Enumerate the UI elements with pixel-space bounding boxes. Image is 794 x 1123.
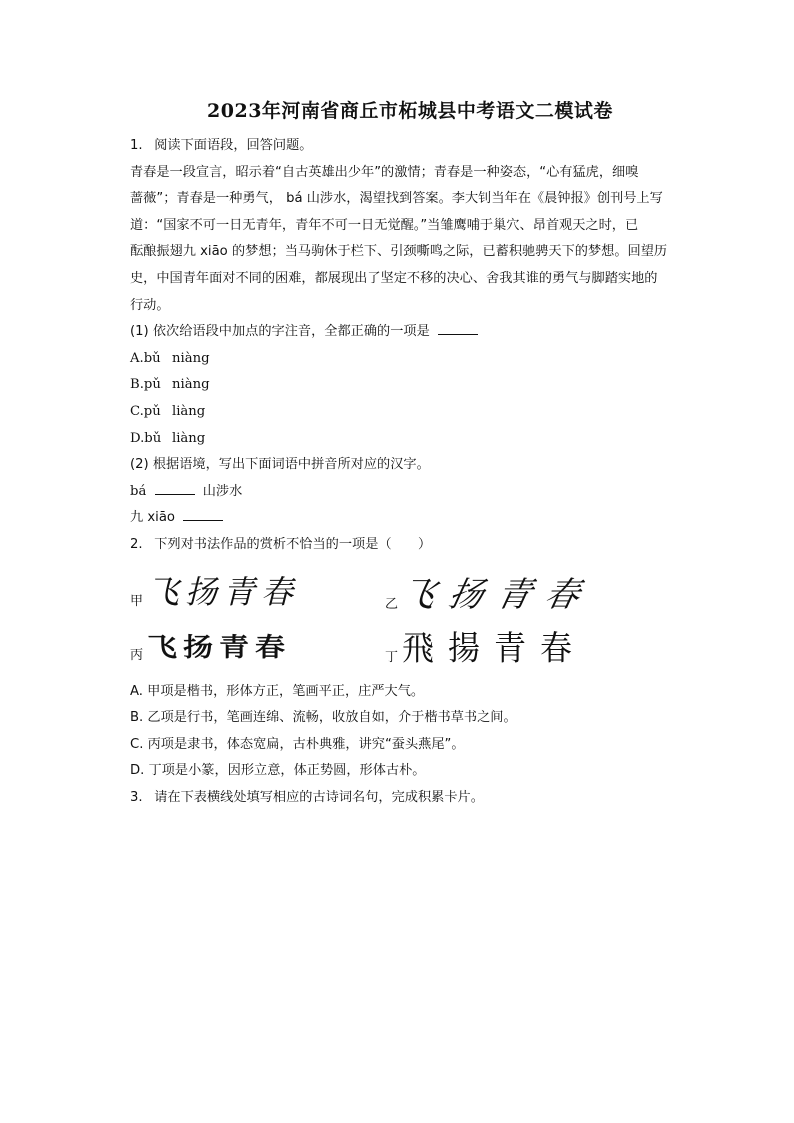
- q1-sub1-text: (1) 依次给语段中加点的字注音，全都正确的一项是: [130, 324, 430, 340]
- calligraphy-tag: 乙: [385, 596, 399, 612]
- q1-option-b[interactable]: [130, 372, 690, 399]
- q2-stem-text: 下列对书法作品的赏析不恰当的一项是（ ）: [154, 536, 432, 552]
- fill-pinyin: 九 xiāo: [130, 510, 175, 526]
- q2-option-d[interactable]: D. 丁项是小篆，因形立意，体正势圆，形体古朴。: [130, 763, 426, 779]
- calligraphy-art: 飞扬青春: [147, 632, 292, 663]
- answer-blank[interactable]: [438, 320, 478, 335]
- q1-number: 1.: [130, 138, 143, 153]
- calligraphy-samples: [130, 565, 690, 675]
- calligraphy-tag: 甲: [130, 593, 144, 609]
- q1-sub1: [130, 319, 690, 346]
- passage-line: 蔷薇”；青春是一种勇气， bá 山涉水，渴望找到答案。李大钊当年在《晨钟报》创刊号上写: [130, 191, 663, 207]
- q1-option-d[interactable]: [130, 426, 690, 453]
- exam-title: 2023年河南省商丘市柘城县中考语文二模试卷: [207, 100, 613, 122]
- calligraphy-yi: [385, 567, 598, 616]
- option-label: C.pǔ: [130, 403, 161, 419]
- passage-line: 行动。: [130, 297, 170, 313]
- calligraphy-tag: 丙: [130, 647, 144, 663]
- q1-option-a[interactable]: [130, 346, 690, 373]
- option-label: D.bǔ: [130, 430, 162, 446]
- q1-stem: [130, 133, 690, 160]
- q1-fill-2: [130, 505, 690, 532]
- q1-passage: [130, 160, 690, 320]
- calligraphy-tag: 丁: [385, 649, 399, 665]
- option-pinyin: liàng: [172, 430, 206, 446]
- passage-line: 青春是一段宣言，昭示着“自古英雄出少年”的激情；青春是一种姿态，“心有猛虎，细嗅: [130, 164, 639, 180]
- q1-stem-text: 阅读下面语段，回答问题。: [154, 138, 313, 153]
- q2-number: 2.: [130, 536, 143, 552]
- passage-line: 道：“国家不可一日无青年，青年不可一日无觉醒。”当雏鹰哺于巢穴、昂首观天之时，已: [130, 217, 639, 233]
- q2-stem: [130, 532, 690, 559]
- fill-pinyin: bá: [130, 483, 147, 499]
- fill-blank[interactable]: [183, 506, 223, 521]
- calligraphy-ding: [385, 623, 586, 669]
- q3-number: 3.: [130, 789, 143, 805]
- calligraphy-art: 飞扬青春: [147, 572, 300, 611]
- option-label: B.pǔ: [130, 377, 161, 393]
- passage-line: 酝酿振翅九 xiāo 的梦想；当马驹休于栏下、引颈嘶鸣之际，已蓄积驰骋天下的梦想。回望历: [130, 244, 668, 260]
- calligraphy-jia: [130, 567, 299, 613]
- passage-line: 史，中国青年面对不同的困难，都展现出了坚定不移的决心、舍我其谁的勇气与脚踏实地的: [130, 270, 658, 286]
- option-pinyin: niàng: [172, 350, 210, 366]
- option-pinyin: liàng: [172, 403, 206, 419]
- calligraphy-bing: [130, 623, 291, 667]
- fill-suffix: 山涉水: [202, 483, 243, 499]
- exam-page: [130, 96, 690, 811]
- q2-option-b[interactable]: B. 乙项是行书，笔画连绵、流畅，收放自如，介于楷书草书之间。: [130, 710, 517, 726]
- option-pinyin: niàng: [172, 377, 210, 393]
- q3-stem: [130, 785, 690, 812]
- q2-option-a[interactable]: A. 甲项是楷书，形体方正，笔画平正，庄严大气。: [130, 683, 425, 699]
- q1-fill-1: [130, 479, 690, 506]
- option-label: A.bǔ: [130, 350, 161, 366]
- fill-blank[interactable]: [155, 480, 195, 495]
- calligraphy-art: 飛揚青春: [402, 627, 587, 668]
- q3-stem-text: 请在下表横线处填写相应的古诗词名句，完成积累卡片。: [154, 789, 484, 805]
- q1-sub2: (2) 根据语境，写出下面词语中拼音所对应的汉字。: [130, 457, 430, 473]
- q2-option-c[interactable]: C. 丙项是隶书，体态宽扁，古朴典雅，讲究“蚕头燕尾”。: [130, 736, 465, 752]
- q1-option-c[interactable]: [130, 399, 690, 426]
- calligraphy-art: 飞扬青春: [397, 574, 598, 615]
